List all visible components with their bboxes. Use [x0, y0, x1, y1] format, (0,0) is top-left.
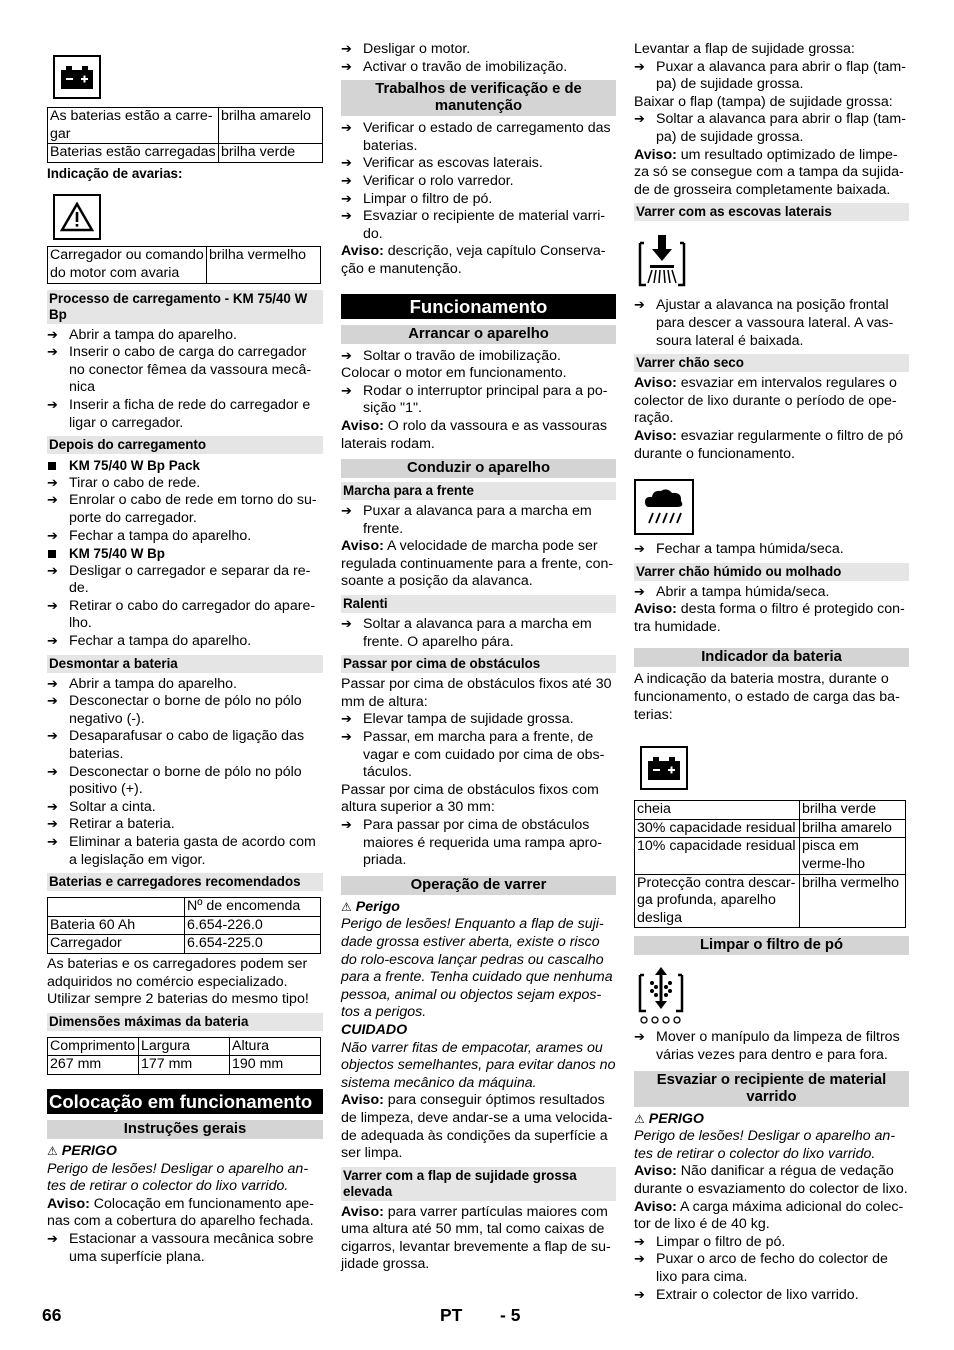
- recommended-table: [47, 897, 321, 954]
- table-row: 267 mm 177 mm 190 mm: [48, 1056, 321, 1075]
- dimensions-table: [47, 1037, 321, 1075]
- list-item: ➔ Passar, em marcha para a frente, de vagar e com cuidado por cima de obs-táculos.: [341, 729, 616, 782]
- table-row: Nº de encomenda: [48, 898, 321, 917]
- page-number: 66: [42, 1305, 62, 1325]
- column-2: [341, 41, 616, 1274]
- list-item: ➔ Mover o manípulo da limpeza de filtros várias vezes para dentro e para fora.: [634, 1029, 909, 1064]
- danger-text: Perigo de lesões! Enquanto a flap de suji-dade grossa estiver aberta, existe o risco do rolo-escova lançar pedras ou cascalho para a frente. Tenha cuidado que nenhuma pessoa, animal ou objectos sejam expos-tos a perigos.: [341, 916, 613, 1021]
- paragraph: Colocar o motor em funcionamento.: [341, 365, 567, 382]
- chapter-heading: Funcionamento: [341, 294, 616, 319]
- note: Aviso: Colocação em funcionamento ape-nas com a cobertura do aparelho fechada.: [47, 1195, 314, 1230]
- list-item: ➔ Retirar a bateria.: [47, 816, 323, 834]
- note: Aviso: A velocidade de marcha pode ser regulada continuamente para a frente, con-soante a posição da alavanca.: [341, 538, 614, 590]
- list-item: ➔ Desconectar o borne de pólo no pólo negativo (-).: [47, 693, 323, 728]
- list-item: ➔ Ajustar a alavanca na posição frontal para descer a vassoura lateral. A vas-soura lateral é baixada.: [634, 297, 909, 350]
- caution-label: CUIDADO: [341, 1021, 408, 1038]
- battery-icon: [640, 746, 688, 790]
- list-item: ➔ Desligar o motor.: [341, 41, 616, 59]
- rain-cloud-icon: [634, 479, 694, 535]
- list-item: ➔ Elevar tampa de sujidade grossa.: [341, 711, 616, 729]
- section-heading: Marcha para a frente: [341, 482, 616, 500]
- note: Aviso: Não danificar a régua de vedação durante o esvaziamento do colector de lixo.: [634, 1163, 908, 1197]
- list-item: ➔ Inserir a ficha de rede do carregador e ligar o carregador.: [47, 397, 323, 432]
- list-item: KM 75/40 W Bp: [47, 545, 323, 563]
- list-item: ➔ Para passar por cima de obstáculos maiores é requerida uma rampa apro-priada.: [341, 817, 616, 870]
- warning-icon: ⚠: [634, 1111, 645, 1126]
- recommended-note-2: Utilizar sempre 2 baterias do mesmo tipo!: [47, 991, 309, 1008]
- list-item: ➔ Fechar a tampa do aparelho.: [47, 633, 323, 651]
- list-item: ➔ Fechar a tampa do aparelho.: [47, 528, 323, 546]
- section-heading: Depois do carregamento: [47, 436, 323, 454]
- section-heading: Varrer chão húmido ou molhado: [634, 563, 909, 581]
- sub-page-number: - 5: [500, 1305, 521, 1325]
- list-item: ➔ Soltar a cinta.: [47, 799, 323, 817]
- list-item: ➔ Verificar o estado de carregamento das baterias.: [341, 120, 616, 155]
- section-heading: Ralenti: [341, 595, 616, 613]
- table-row: Baterias estão carregadas brilha verde: [48, 144, 323, 163]
- warning-icon: ⚠: [341, 899, 352, 914]
- list-item: ➔ Abrir a tampa húmida/seca.: [634, 584, 909, 602]
- table-row: cheia brilha verde: [635, 801, 906, 820]
- filter-cleaning-icon: [634, 965, 688, 1025]
- list-item: ➔ Limpar o filtro de pó.: [341, 191, 616, 209]
- chapter-heading: Colocação em funcionamento: [47, 1089, 323, 1114]
- paragraph: Levantar a flap de sujidade grossa:: [634, 41, 855, 57]
- danger-text: Perigo de lesões! Desligar o aparelho an-tes de retirar o colector do lixo varrido.: [634, 1128, 896, 1162]
- list-item: ➔ Puxar a alavanca para a marcha em frente.: [341, 503, 616, 538]
- paragraph: Passar por cima de obstáculos fixos até 30 mm de altura:: [341, 676, 612, 710]
- section-heading: Desmontar a bateria: [47, 655, 323, 673]
- list-item: ➔ Retirar o cabo do carregador do apare-lho.: [47, 598, 323, 633]
- list-item: ➔ Desconectar o borne de pólo no pólo positivo (+).: [47, 764, 323, 799]
- battery-status-table: [47, 107, 323, 163]
- list-item: ➔ Abrir a tampa do aparelho.: [47, 676, 323, 694]
- list-item: ➔ Puxar o arco de fecho do colector de lixo para cima.: [634, 1251, 909, 1286]
- section-heading: Indicador da bateria: [634, 648, 909, 667]
- table-row: Carregador 6.654-225.0: [48, 935, 321, 954]
- list-item: ➔ Desligar o carregador e separar da re-de.: [47, 563, 323, 598]
- list-item: ➔ Eliminar a bateria gasta de acordo com a legislação em vigor.: [47, 834, 323, 869]
- list-item: ➔ Verificar o rolo varredor.: [341, 173, 616, 191]
- section-heading: Passar por cima de obstáculos: [341, 655, 616, 673]
- table-row: Bateria 60 Ah 6.654-226.0: [48, 916, 321, 935]
- list-item: ➔ Puxar a alavanca para abrir o flap (tam-pa) de sujidade grossa.: [634, 59, 909, 94]
- warning-icon: ⚠: [47, 1143, 58, 1158]
- list-item: ➔ Tirar o cabo de rede.: [47, 475, 323, 493]
- list-item: ➔ Inserir o cabo de carga do carregador no conector fêmea da vassoura mecâ-nica: [47, 344, 323, 397]
- list-item: ➔ Soltar a alavanca para a marcha em frente. O aparelho pára.: [341, 616, 616, 651]
- list-item: KM 75/40 W Bp Pack: [47, 457, 323, 475]
- table-row: Protecção contra descar-ga profunda, aparelho desliga brilha vermelho: [635, 874, 906, 928]
- paragraph: Baixar o flap (tampa) de sujidade grossa:: [634, 93, 893, 110]
- list-item: ➔ Estacionar a vassoura mecânica sobre uma superfície plana.: [47, 1231, 323, 1266]
- list-item: ➔ Abrir a tampa do aparelho.: [47, 327, 323, 345]
- column-1: [47, 40, 323, 1266]
- note: Aviso: A carga máxima adicional do colec-tor de lixo é de 40 kg.: [634, 1198, 904, 1233]
- section-heading: Instruções gerais: [47, 1120, 323, 1139]
- section-heading: Varrer com as escovas laterais: [634, 203, 909, 221]
- paragraph: Passar por cima de obstáculos fixos com altura superior a 30 mm:: [341, 781, 599, 816]
- list-item: ➔ Extrair o colector de lixo varrido.: [634, 1287, 909, 1305]
- list-item: ➔ Soltar a alavanca para abrir o flap (tam-pa) de sujidade grossa.: [634, 111, 909, 146]
- danger-label: ⚠ Perigo: [341, 898, 400, 915]
- note: Aviso: descrição, veja capítulo Conserva-ção e manutenção.: [341, 243, 606, 277]
- list-item: ➔ Enrolar o cabo de rede em torno do su-porte do carregador.: [47, 492, 323, 527]
- note: Aviso: para conseguir óptimos resultados de limpeza, deve andar-se a uma velocida-de adequada às condições da superfície a ser limpa.: [341, 1092, 613, 1162]
- caution-text: Não varrer fitas de empacotar, arames ou objectos semelhantes, para evitar danos no sistema mecânico da máquina.: [341, 1039, 616, 1091]
- note: Aviso: O rolo da vassoura e as vassouras laterais rodam.: [341, 417, 608, 452]
- table-row: Comprimento Largura Altura: [48, 1037, 321, 1056]
- list-item: ➔ Soltar o travão de imobilização.: [341, 348, 616, 366]
- battery-icon: [53, 55, 101, 99]
- recommended-note: As baterias e os carregadores podem ser adquiridos no comércio especializado.: [47, 955, 308, 990]
- section-heading: Dimensões máximas da bateria: [47, 1013, 323, 1031]
- note: Aviso: desta forma o filtro é protegido con-tra humidade.: [634, 601, 905, 635]
- paragraph: A indicação da bateria mostra, durante o funcionamento, o estado de carga das ba-terias:: [634, 671, 900, 723]
- section-heading: Varrer com a flap de sujidade grossa elevada: [341, 1167, 616, 1201]
- battery-indicator-table: [634, 800, 906, 928]
- section-heading: Limpar o filtro de pó: [634, 936, 909, 955]
- table-row: As baterias estão a carre-gar brilha amarelo: [48, 108, 323, 144]
- section-heading: Operação de varrer: [341, 876, 616, 895]
- language-code: PT: [440, 1305, 463, 1325]
- column-3: [634, 41, 909, 1304]
- section-heading: Varrer chão seco: [634, 354, 909, 372]
- warning-icon: [53, 194, 101, 240]
- danger-label: ⚠ PERIGO: [634, 1110, 704, 1127]
- list-item: ➔ Desaparafusar o cabo de ligação das baterias.: [47, 728, 323, 763]
- note: Aviso: esvaziar regularmente o filtro de pó durante o funcionamento.: [634, 427, 904, 462]
- side-brush-icon: [636, 233, 688, 291]
- note: Aviso: esvaziar em intervalos regulares o colector de lixo durante o período de ope-ração.: [634, 375, 897, 427]
- table-row: 30% capacidade residual brilha amarelo: [635, 819, 906, 838]
- list-item: ➔ Limpar o filtro de pó.: [634, 1234, 909, 1252]
- fault-table: [47, 246, 321, 283]
- danger-label: ⚠ PERIGO: [47, 1142, 117, 1159]
- section-heading: Trabalhos de verificação e de manutenção: [341, 80, 616, 116]
- section-heading: Esvaziar o recipiente de material varrido: [634, 1071, 909, 1107]
- list-item: ➔ Esvaziar o recipiente de material varri-do.: [341, 208, 616, 243]
- note: Aviso: para varrer partículas maiores com uma altura até 50 mm, tal como caixas de cigarros, levantar brevemente a flap de su-jidade grossa.: [341, 1203, 611, 1273]
- list-item: ➔ Fechar a tampa húmida/seca.: [634, 541, 909, 559]
- fault-label: Indicação de avarias:: [47, 165, 183, 181]
- table-row: Carregador ou comando do motor com avaria brilha vermelho: [48, 247, 321, 283]
- note: Aviso: um resultado optimizado de limpe-za só se consegue com a tampa da sujida-de de grosseira completamente baixada.: [634, 146, 904, 198]
- list-item: ➔ Verificar as escovas laterais.: [341, 155, 616, 173]
- section-heading: Arrancar o aparelho: [341, 325, 616, 344]
- section-heading: Baterias e carregadores recomendados: [47, 873, 323, 891]
- section-heading: Processo de carregamento - KM 75/40 W Bp: [47, 290, 323, 324]
- table-row: 10% capacidade residual pisca em verme-lho: [635, 838, 906, 874]
- section-heading: Conduzir o aparelho: [341, 459, 616, 478]
- danger-text: Perigo de lesões! Desligar o aparelho an-tes de retirar o colector do lixo varrido.: [47, 1160, 309, 1195]
- list-item: ➔ Rodar o interruptor principal para a po-sição "1".: [341, 383, 616, 418]
- list-item: ➔ Activar o travão de imobilização.: [341, 59, 616, 77]
